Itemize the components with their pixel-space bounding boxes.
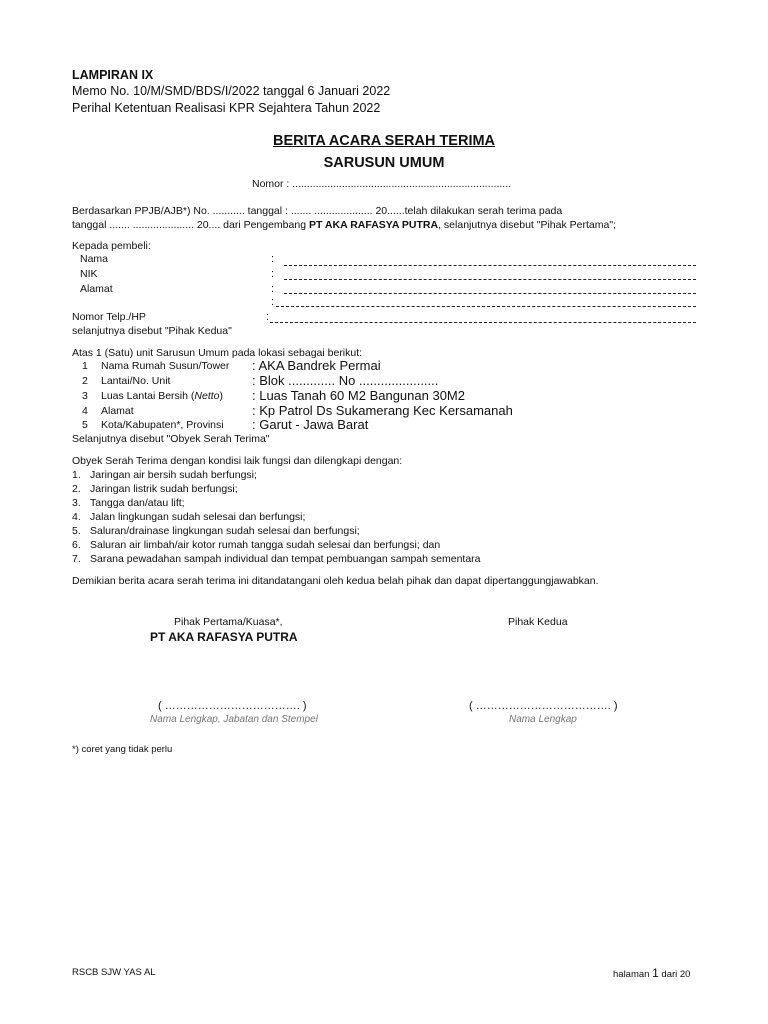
- first-party-company: PT AKA RAFASYA PUTRA: [150, 630, 298, 644]
- nik-colon: :: [271, 268, 275, 280]
- alamat2-colon: :: [271, 296, 275, 308]
- second-party-label: Pihak Kedua: [508, 616, 568, 628]
- unit-row-value: : Kp Patrol Ds Sukamerang Kec Kersamanah: [252, 403, 513, 418]
- unit-row-num: 5: [82, 419, 88, 431]
- condition-num: 4.: [72, 511, 81, 523]
- first-party-caption: Nama Lengkap, Jabatan dan Stempel: [150, 714, 318, 725]
- condition-text: Saluran/drainase lingkungan sudah selesai dan berfungsi;: [90, 525, 360, 537]
- unit-row-label-italic: Netto: [194, 390, 220, 402]
- memo-line: Memo No. 10/M/SMD/BDS/I/2022 tanggal 6 Januari 2022: [72, 84, 391, 98]
- condition-text: Jaringan air bersih sudah berfungsi;: [90, 469, 257, 481]
- first-party-signature-blank: ( ………………………………. ): [158, 700, 307, 712]
- buyer-footer: selanjutnya disebut "Pihak Kedua": [72, 325, 232, 337]
- condition-num: 6.: [72, 539, 81, 551]
- footer-code: RSCB SJW YAS AL: [72, 967, 156, 978]
- condition-text: Jaringan listrik sudah berfungsi;: [90, 483, 238, 495]
- nama-colon: :: [271, 253, 275, 265]
- nomor-line: Nomor : ...........................................................................: [252, 178, 512, 190]
- alamat-colon: :: [271, 283, 275, 295]
- condition-num: 2.: [72, 483, 81, 495]
- unit-row-value: : Garut - Jawa Barat: [252, 417, 369, 432]
- perihal-line: Perihal Ketentuan Realisasi KPR Sejahtera Tahun 2022: [72, 101, 381, 115]
- intro-line-2-post: , selanjutnya disebut "Pihak Pertama";: [438, 219, 616, 231]
- closing-statement: Demikian berita acara serah terima ini ditandatangani oleh kedua belah pihak dan dapat dipertanggungjawabkan.: [72, 575, 599, 587]
- unit-row-label-pre: Luas Lantai Bersih (: [101, 390, 195, 402]
- document-title: BERITA ACARA SERAH TERIMA: [272, 133, 496, 149]
- second-party-caption: Nama Lengkap: [509, 714, 577, 725]
- unit-footer: Selanjutnya disebut "Obyek Serah Terima": [72, 433, 270, 445]
- intro-line-2-pre: tanggal ....... ..................... 20.... dari Pengembang: [72, 219, 309, 231]
- page-number-pre: halaman: [613, 969, 653, 980]
- second-party-signature-blank: ( ………………………………. ): [469, 700, 618, 712]
- telp-field-line: [270, 322, 696, 323]
- unit-row-num: 1: [82, 360, 88, 372]
- condition-num: 1.: [72, 469, 81, 481]
- intro-line-1: Berdasarkan PPJB/AJB*) No. ........... tanggal : ....... .................... 20......telah dilakukan serah terima pada: [72, 205, 563, 217]
- buyer-telp-label: Nomor Telp./HP: [72, 311, 146, 323]
- intro-line-2: [72, 219, 616, 231]
- unit-row-num: 4: [82, 405, 88, 417]
- condition-num: 5.: [72, 525, 81, 537]
- unit-row-label: Lantai/No. Unit: [101, 375, 171, 387]
- developer-name: PT AKA RAFASYA PUTRA: [308, 219, 439, 231]
- alamat2-field-line: [276, 306, 696, 307]
- nama-field-line: [284, 265, 696, 266]
- buyer-nik-label: NIK: [80, 268, 98, 280]
- unit-row-label-post: ): [219, 390, 223, 402]
- unit-row-label: Nama Rumah Susun/Tower: [101, 360, 230, 372]
- buyer-nama-label: Nama: [80, 253, 109, 265]
- unit-row-value: : Blok ............. No ......................: [252, 373, 439, 388]
- buyer-heading: Kepada pembeli:: [72, 240, 151, 252]
- condition-num: 3.: [72, 497, 81, 509]
- lampiran-label: LAMPIRAN IX: [72, 68, 154, 82]
- unit-row-label: [101, 390, 223, 402]
- unit-row-label: Alamat: [101, 405, 134, 417]
- document-subtitle: SARUSUN UMUM: [323, 155, 445, 171]
- condition-num: 7.: [72, 553, 81, 565]
- condition-text: Saluran air limbah/air kotor rumah tangga sudah selesai dan berfungsi; dan: [90, 539, 441, 551]
- conditions-heading: Obyek Serah Terima dengan kondisi laik fungsi dan dilengkapi dengan:: [72, 455, 403, 467]
- unit-row-num: 2: [82, 375, 88, 387]
- page-number: [613, 966, 690, 980]
- unit-row-value: : AKA Bandrek Permai: [252, 358, 381, 373]
- unit-row-label: Kota/Kabupaten*, Provinsi: [101, 419, 224, 431]
- alamat-field-line: [284, 293, 696, 294]
- condition-text: Sarana pewadahan sampah individual dan tempat pembuangan sampah sementara: [90, 553, 481, 565]
- unit-heading: Atas 1 (Satu) unit Sarusun Umum pada lokasi sebagai berikut:: [72, 347, 363, 359]
- page-number-post: dari 20: [658, 969, 691, 980]
- telp-colon: :: [266, 311, 270, 323]
- buyer-alamat-label: Alamat: [80, 283, 113, 295]
- unit-row-value: : Luas Tanah 60 M2 Bangunan 30M2: [252, 388, 465, 403]
- condition-text: Tangga dan/atau lift;: [90, 497, 185, 509]
- page-number-current: 1: [652, 966, 659, 980]
- unit-row-num: 3: [82, 390, 88, 402]
- condition-text: Jalan lingkungan sudah selesai dan berfungsi;: [90, 511, 306, 523]
- footnote: *) coret yang tidak perlu: [72, 744, 173, 755]
- first-party-label: Pihak Pertama/Kuasa*,: [174, 616, 283, 628]
- nik-field-line: [284, 279, 696, 280]
